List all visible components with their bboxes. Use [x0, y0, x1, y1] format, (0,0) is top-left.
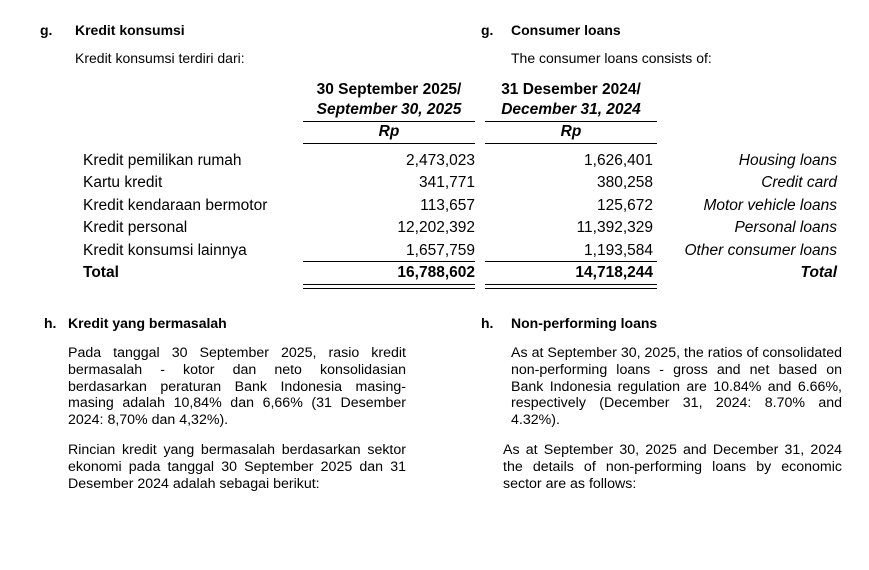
row-label-en: Housing loans	[738, 152, 837, 169]
row-value-2024: 380,258	[596, 174, 653, 192]
col-2024-currency-rule	[485, 143, 657, 144]
col-2025-currency: Rp	[378, 123, 400, 140]
row-label-en: Motor vehicle loans	[703, 196, 837, 214]
col-2024-total-rule-1	[485, 284, 657, 285]
col-2024-subtotal-rule	[485, 261, 657, 262]
row-label-en: Personal loans	[734, 219, 837, 237]
col-2025-header	[303, 80, 475, 120]
row-label-en: Credit card	[761, 174, 837, 192]
section-g-title-id: Kredit konsumsi	[75, 22, 185, 38]
total-value-2025: 16,788,602	[397, 264, 475, 281]
row-label-id: Kredit personal	[83, 219, 188, 237]
row-value-2024: 1,193,584	[584, 241, 653, 259]
section-g-letter-en: g.	[481, 22, 494, 38]
col-2025-total-rule-1	[303, 284, 475, 285]
row-label-id: Kredit kendaraan bermotor	[83, 196, 268, 214]
col-2025-currency-rule	[303, 143, 475, 144]
row-value-2025: 1,657,759	[406, 241, 475, 259]
section-g-title-en: Consumer loans	[511, 22, 621, 38]
row-label-en: Other consumer loans	[684, 241, 837, 259]
col-2025-subtotal-rule	[303, 261, 475, 262]
row-value-2025: 341,771	[418, 174, 475, 192]
row-value-2024: 11,392,329	[576, 219, 653, 237]
row-label-id: Kartu kredit	[83, 174, 163, 192]
section-g-intro-id: Kredit konsumsi terdiri dari:	[75, 50, 245, 66]
col-2024-header	[485, 80, 657, 120]
section-h-para1-id: Pada tanggal 30 September 2025, rasio kredit bermasalah - kotor dan neto konsolidasian berdasarkan peraturan Bank Indonesia masing-masing adalah 10,84% dan 6,66% (31 Desember 2024: 8,70% dan 4,32%).	[68, 345, 406, 429]
col-2024-currency: Rp	[560, 123, 582, 140]
total-label-id: Total	[83, 264, 119, 281]
section-h-letter-en: h.	[481, 315, 494, 331]
col-2025-total-rule-2	[303, 288, 475, 289]
section-g-intro-en: The consumer loans consists of:	[511, 50, 712, 66]
col-2025-header-line1: 30 September 2025/	[316, 81, 462, 98]
col-2024-header-line2: December 31, 2024	[501, 101, 641, 118]
row-value-2024: 1,626,401	[584, 152, 653, 169]
section-h-para2-id: Rincian kredit yang bermasalah berdasarkan sektor ekonomi pada tanggal 30 September 2025 dan 31 Desember 2024 adalah sebagai berikut:	[68, 442, 406, 492]
section-h-title-en: Non-performing loans	[511, 315, 658, 331]
section-h-para1-en: As at September 30, 2025, the ratios of consolidated non-performing loans - gross and net based on Bank Indonesia regulation are 10.84% and 6.66%, respectively (December 31, 2024: 8.70% and 4.32%).	[511, 345, 842, 429]
row-value-2025: 113,657	[420, 196, 475, 214]
row-value-2025: 12,202,392	[397, 219, 475, 237]
section-g-letter-id: g.	[40, 22, 53, 38]
col-2025-header-line2: September 30, 2025	[316, 101, 462, 118]
row-label-id: Kredit pemilikan rumah	[83, 152, 242, 169]
section-h-para2-en: As at September 30, 2025 and December 31, 2024 the details of non-performing loans by economic sector are as follows:	[503, 442, 842, 492]
total-label-en: Total	[800, 264, 837, 281]
total-value-2024: 14,718,244	[575, 264, 653, 281]
col-2024-total-rule-2	[485, 288, 657, 289]
row-value-2025: 2,473,023	[406, 152, 475, 169]
section-h-letter-id: h.	[44, 315, 57, 331]
row-value-2024: 125,672	[596, 196, 653, 214]
col-2024-header-line1: 31 Desember 2024/	[501, 81, 641, 98]
row-label-id: Kredit konsumsi lainnya	[83, 241, 247, 259]
section-h-title-id: Kredit yang bermasalah	[68, 315, 227, 331]
